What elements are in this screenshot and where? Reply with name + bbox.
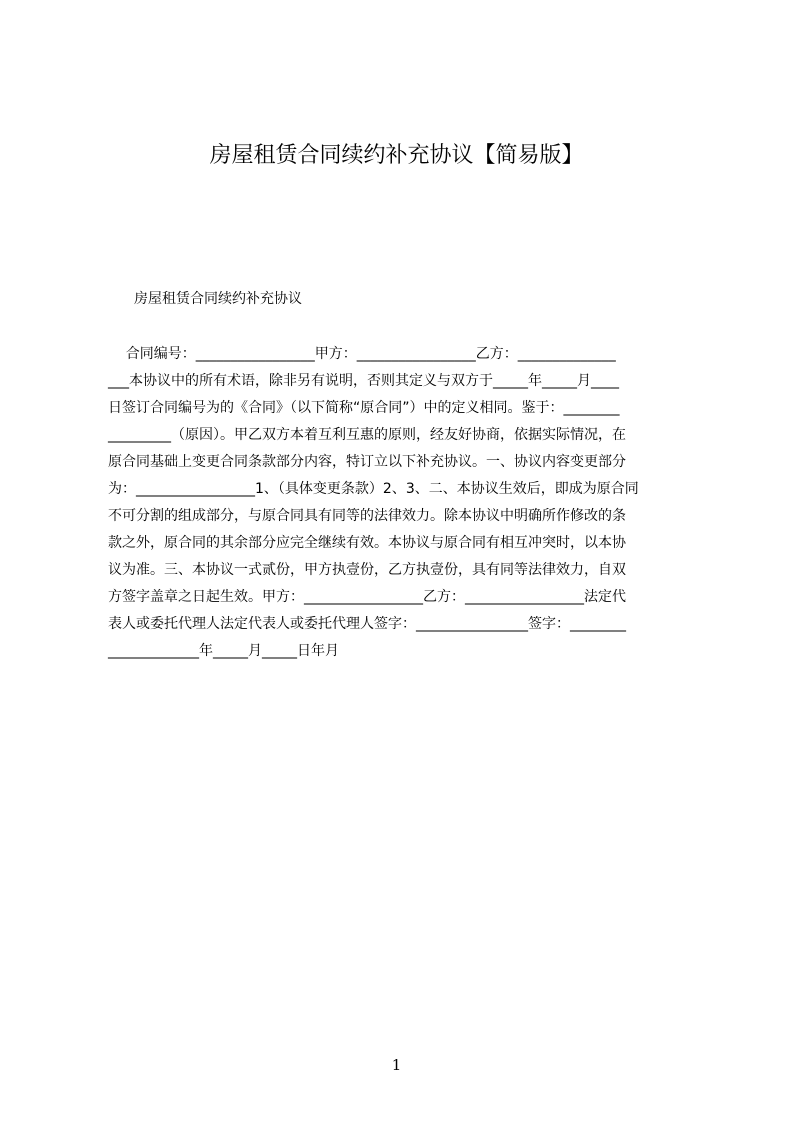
body-line: _____________年_____月_____日年月 [108,643,339,659]
body-line: 原合同基础上变更合同条款部分内容，特订立以下补充协议。一、协议内容变更部分 [108,454,626,470]
body-line: ___本协议中的所有术语，除非另有说明，否则其定义与双方于_____年_____月____ [108,373,619,389]
body-line: 表人或委托代理人法定代表人或委托代理人签字：________________签字：________ [108,616,626,632]
body-line: 议为准。三、本协议一式贰份，甲方执壹份，乙方执壹份，具有同等法律效力，自双 [108,562,626,578]
body-line: 日签订合同编号为的《合同》（以下简称“原合同”）中的定义相同。鉴于：________ [108,400,620,416]
document-title: 房屋租赁合同续约补充协议【简易版】 [209,143,584,168]
body-line: 款之外，原合同的其余部分应完全继续有效。本协议与原合同有相互冲突时，以本协 [108,535,626,551]
body-line: 合同编号：_________________甲方：_________________乙方：______________ [108,346,616,362]
document-subtitle: 房屋租赁合同续约补充协议 [134,291,302,307]
body-line: _________（原因）。甲乙双方本着互利互惠的原则，经友好协商，依据实际情况，在 [108,427,626,443]
body-line: 不可分割的组成部分，与原合同具有同等的法律效力。除本协议中明确所作修改的条 [108,508,626,524]
body-line: 方签字盖章之日起生效。甲方：_________________乙方：_________________法定代 [108,589,626,605]
body-line: 为：_________________1、（具体变更条款）2、3、二、本协议生效后，即成为原合同 [108,481,639,497]
page-number: 1 [391,1056,402,1074]
